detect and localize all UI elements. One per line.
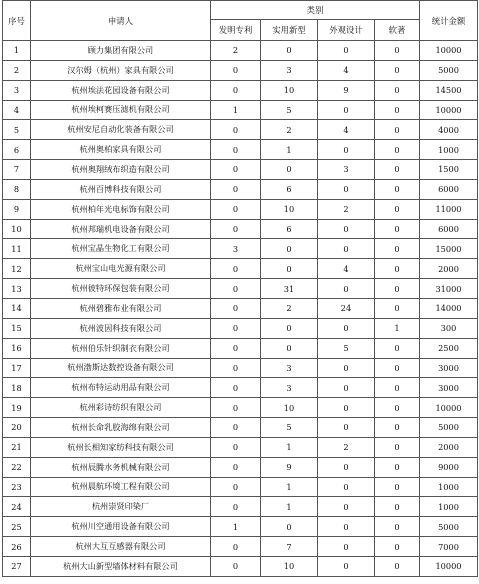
table-row [3,318,478,338]
cell-no: 22 [3,457,31,477]
table-row [3,378,478,398]
cell-invention: 0 [211,418,261,438]
cell-software: 0 [375,497,420,517]
cell-design: 0 [318,219,375,239]
cell-no: 8 [3,179,31,199]
cell-no: 17 [3,358,31,378]
cell-utility: 3 [261,378,318,398]
cell-software: 0 [375,100,420,120]
cell-amount: 14000 [420,298,478,318]
cell-invention: 0 [211,497,261,517]
cell-no: 21 [3,437,31,457]
cell-applicant: 杭州崇贤印染厂 [31,497,211,517]
cell-software: 0 [375,179,420,199]
cell-no: 19 [3,398,31,418]
header-design: 外观设计 [318,20,375,41]
cell-utility: 0 [261,338,318,358]
cell-design: 0 [318,378,375,398]
cell-applicant: 杭州邦瑞机电设备有限公司 [31,219,211,239]
cell-amount: 10000 [420,100,478,120]
cell-design: 4 [318,60,375,80]
header-utility: 实用新型 [261,20,318,41]
cell-amount: 10000 [420,398,478,418]
cell-design: 0 [318,556,375,576]
cell-no: 23 [3,477,31,497]
cell-design: 24 [318,298,375,318]
cell-applicant: 杭州渤斯达数控设备有限公司 [31,358,211,378]
cell-design: 4 [318,259,375,279]
table-row [3,120,478,140]
cell-applicant: 杭州柏年光电标饰有限公司 [31,199,211,219]
cell-no: 4 [3,100,31,120]
cell-invention: 1 [211,100,261,120]
table-row [3,279,478,299]
cell-software: 0 [375,556,420,576]
cell-software: 0 [375,298,420,318]
cell-software: 0 [375,239,420,259]
cell-design: 0 [318,517,375,537]
header-software: 软著 [375,20,420,41]
cell-amount: 7000 [420,537,478,557]
cell-utility: 3 [261,358,318,378]
cell-design: 0 [318,477,375,497]
table-row [3,80,478,100]
cell-utility: 2 [261,298,318,318]
cell-applicant: 杭州布特运动用品有限公司 [31,378,211,398]
cell-design: 0 [318,457,375,477]
cell-utility: 10 [261,80,318,100]
table-row [3,517,478,537]
cell-invention: 1 [211,517,261,537]
cell-amount: 15000 [420,239,478,259]
cell-software: 0 [375,537,420,557]
cell-utility: 10 [261,398,318,418]
cell-utility: 2 [261,120,318,140]
table-row [3,418,478,438]
cell-invention: 0 [211,556,261,576]
cell-design: 2 [318,199,375,219]
cell-utility: 9 [261,457,318,477]
cell-invention: 3 [211,239,261,259]
cell-applicant: 杭州晨航环境工程有限公司 [31,477,211,497]
cell-software: 1 [375,318,420,338]
cell-design: 9 [318,80,375,100]
cell-applicant: 杭州百博科技有限公司 [31,179,211,199]
cell-no: 11 [3,239,31,259]
cell-amount: 1500 [420,160,478,180]
cell-invention: 0 [211,219,261,239]
cell-applicant: 杭州宝晶生物化工有限公司 [31,239,211,259]
cell-amount: 5000 [420,60,478,80]
cell-amount: 10000 [420,556,478,576]
cell-invention: 0 [211,179,261,199]
cell-invention: 0 [211,120,261,140]
cell-applicant: 杭州宝山电光源有限公司 [31,259,211,279]
cell-no: 13 [3,279,31,299]
cell-design: 5 [318,338,375,358]
cell-no: 16 [3,338,31,358]
cell-no: 14 [3,298,31,318]
cell-design: 0 [318,497,375,517]
cell-utility: 10 [261,199,318,219]
cell-utility: 6 [261,219,318,239]
cell-software: 0 [375,457,420,477]
header-amount: 统计金额 [420,1,478,41]
cell-design: 0 [318,239,375,259]
cell-software: 0 [375,219,420,239]
cell-amount: 2000 [420,259,478,279]
cell-amount: 300 [420,318,478,338]
cell-design: 0 [318,179,375,199]
cell-applicant: 杭州长命乳胶海绵有限公司 [31,418,211,438]
cell-no: 9 [3,199,31,219]
cell-utility: 0 [261,517,318,537]
cell-utility: 0 [261,160,318,180]
cell-applicant: 杭州川空通用设备有限公司 [31,517,211,537]
cell-invention: 0 [211,398,261,418]
table-row [3,437,478,457]
cell-software: 0 [375,358,420,378]
cell-design: 0 [318,537,375,557]
cell-no: 18 [3,378,31,398]
cell-invention: 0 [211,378,261,398]
cell-no: 7 [3,160,31,180]
cell-software: 0 [375,60,420,80]
cell-software: 0 [375,418,420,438]
cell-no: 6 [3,140,31,160]
cell-amount: 2500 [420,338,478,358]
cell-no: 15 [3,318,31,338]
cell-amount: 6000 [420,219,478,239]
cell-utility: 0 [261,259,318,279]
cell-amount: 2000 [420,437,478,457]
table-row [3,140,478,160]
cell-applicant: 杭州安尼自动化装备有限公司 [31,120,211,140]
cell-invention: 0 [211,140,261,160]
cell-design: 4 [318,120,375,140]
cell-applicant: 杭州辰腾水务机械有限公司 [31,457,211,477]
cell-invention: 0 [211,60,261,80]
cell-utility: 0 [261,41,318,61]
cell-design: 0 [318,318,375,338]
table-row [3,219,478,239]
cell-design: 0 [318,358,375,378]
cell-applicant: 杭州彩诗纺织有限公司 [31,398,211,418]
cell-utility: 3 [261,60,318,80]
header-applicant: 申请人 [31,1,211,41]
cell-applicant: 杭州彼特环保包装有限公司 [31,279,211,299]
cell-software: 0 [375,120,420,140]
table-row [3,358,478,378]
cell-invention: 0 [211,259,261,279]
cell-amount: 3000 [420,378,478,398]
cell-software: 0 [375,259,420,279]
cell-software: 0 [375,80,420,100]
table-row [3,298,478,318]
table-row [3,179,478,199]
cell-utility: 1 [261,140,318,160]
cell-applicant: 杭州大山新型墙体材料有限公司 [31,556,211,576]
table-row [3,556,478,576]
table-row [3,160,478,180]
cell-software: 0 [375,199,420,219]
cell-no: 10 [3,219,31,239]
cell-utility: 31 [261,279,318,299]
cell-software: 0 [375,160,420,180]
cell-software: 0 [375,437,420,457]
cell-applicant: 杭州埃柯赛压滤机有限公司 [31,100,211,120]
cell-design: 0 [318,418,375,438]
cell-invention: 0 [211,80,261,100]
cell-no: 12 [3,259,31,279]
patent-subsidy-table [2,0,478,577]
cell-amount: 14500 [420,80,478,100]
cell-design: 0 [318,398,375,418]
cell-design: 2 [318,437,375,457]
cell-no: 20 [3,418,31,438]
cell-amount: 1000 [420,140,478,160]
cell-amount: 3000 [420,358,478,378]
cell-utility: 0 [261,239,318,259]
header-invention: 发明专利 [211,20,261,41]
cell-utility: 5 [261,418,318,438]
cell-invention: 0 [211,318,261,338]
header-category: 类别 [211,1,420,20]
cell-invention: 0 [211,437,261,457]
cell-invention: 0 [211,457,261,477]
cell-amount: 10000 [420,41,478,61]
cell-amount: 1000 [420,497,478,517]
cell-no: 27 [3,556,31,576]
cell-applicant: 杭州埃法花园设备有限公司 [31,80,211,100]
cell-no: 25 [3,517,31,537]
cell-amount: 5000 [420,517,478,537]
cell-utility: 1 [261,477,318,497]
cell-amount: 1000 [420,477,478,497]
cell-applicant: 杭州碧雅布业有限公司 [31,298,211,318]
cell-amount: 31000 [420,279,478,299]
cell-amount: 11000 [420,199,478,219]
table-row [3,259,478,279]
cell-applicant: 杭州奥柏家具有限公司 [31,140,211,160]
cell-software: 0 [375,279,420,299]
cell-applicant: 杭州大互互感器有限公司 [31,537,211,557]
cell-invention: 0 [211,338,261,358]
cell-invention: 0 [211,537,261,557]
cell-applicant: 杭州长相知家纺科技有限公司 [31,437,211,457]
cell-no: 2 [3,60,31,80]
cell-invention: 0 [211,298,261,318]
cell-invention: 0 [211,358,261,378]
cell-utility: 6 [261,179,318,199]
cell-software: 0 [375,378,420,398]
cell-invention: 0 [211,279,261,299]
cell-amount: 9000 [420,457,478,477]
table-row [3,60,478,80]
cell-design: 0 [318,279,375,299]
cell-software: 0 [375,41,420,61]
cell-design: 0 [318,100,375,120]
cell-amount: 5000 [420,418,478,438]
cell-software: 0 [375,140,420,160]
cell-utility: 5 [261,100,318,120]
table-row [3,41,478,61]
cell-no: 24 [3,497,31,517]
cell-applicant: 顾力集团有限公司 [31,41,211,61]
table-row [3,100,478,120]
cell-no: 5 [3,120,31,140]
table-row [3,477,478,497]
cell-invention: 0 [211,199,261,219]
cell-design: 0 [318,140,375,160]
cell-no: 1 [3,41,31,61]
cell-applicant: 杭州伯乐针织制衣有限公司 [31,338,211,358]
cell-software: 0 [375,477,420,497]
cell-design: 3 [318,160,375,180]
cell-invention: 2 [211,41,261,61]
cell-applicant: 杭州奥翔绒布织造有限公司 [31,160,211,180]
cell-no: 3 [3,80,31,100]
cell-invention: 0 [211,160,261,180]
table-row [3,398,478,418]
table-row [3,457,478,477]
cell-no: 26 [3,537,31,557]
table-body [3,41,478,577]
cell-amount: 6000 [420,179,478,199]
cell-design: 0 [318,41,375,61]
table-row [3,537,478,557]
cell-utility: 7 [261,537,318,557]
cell-software: 0 [375,398,420,418]
table-row [3,338,478,358]
table-row [3,239,478,259]
cell-utility: 1 [261,437,318,457]
cell-applicant: 汉尔姆（杭州）家具有限公司 [31,60,211,80]
cell-applicant: 杭州波因科技有限公司 [31,318,211,338]
cell-software: 0 [375,338,420,358]
cell-software: 0 [375,517,420,537]
cell-utility: 0 [261,318,318,338]
header-no: 序号 [3,1,31,41]
cell-utility: 1 [261,497,318,517]
table-row [3,199,478,219]
cell-invention: 0 [211,477,261,497]
cell-amount: 4000 [420,120,478,140]
cell-utility: 10 [261,556,318,576]
table-row [3,497,478,517]
